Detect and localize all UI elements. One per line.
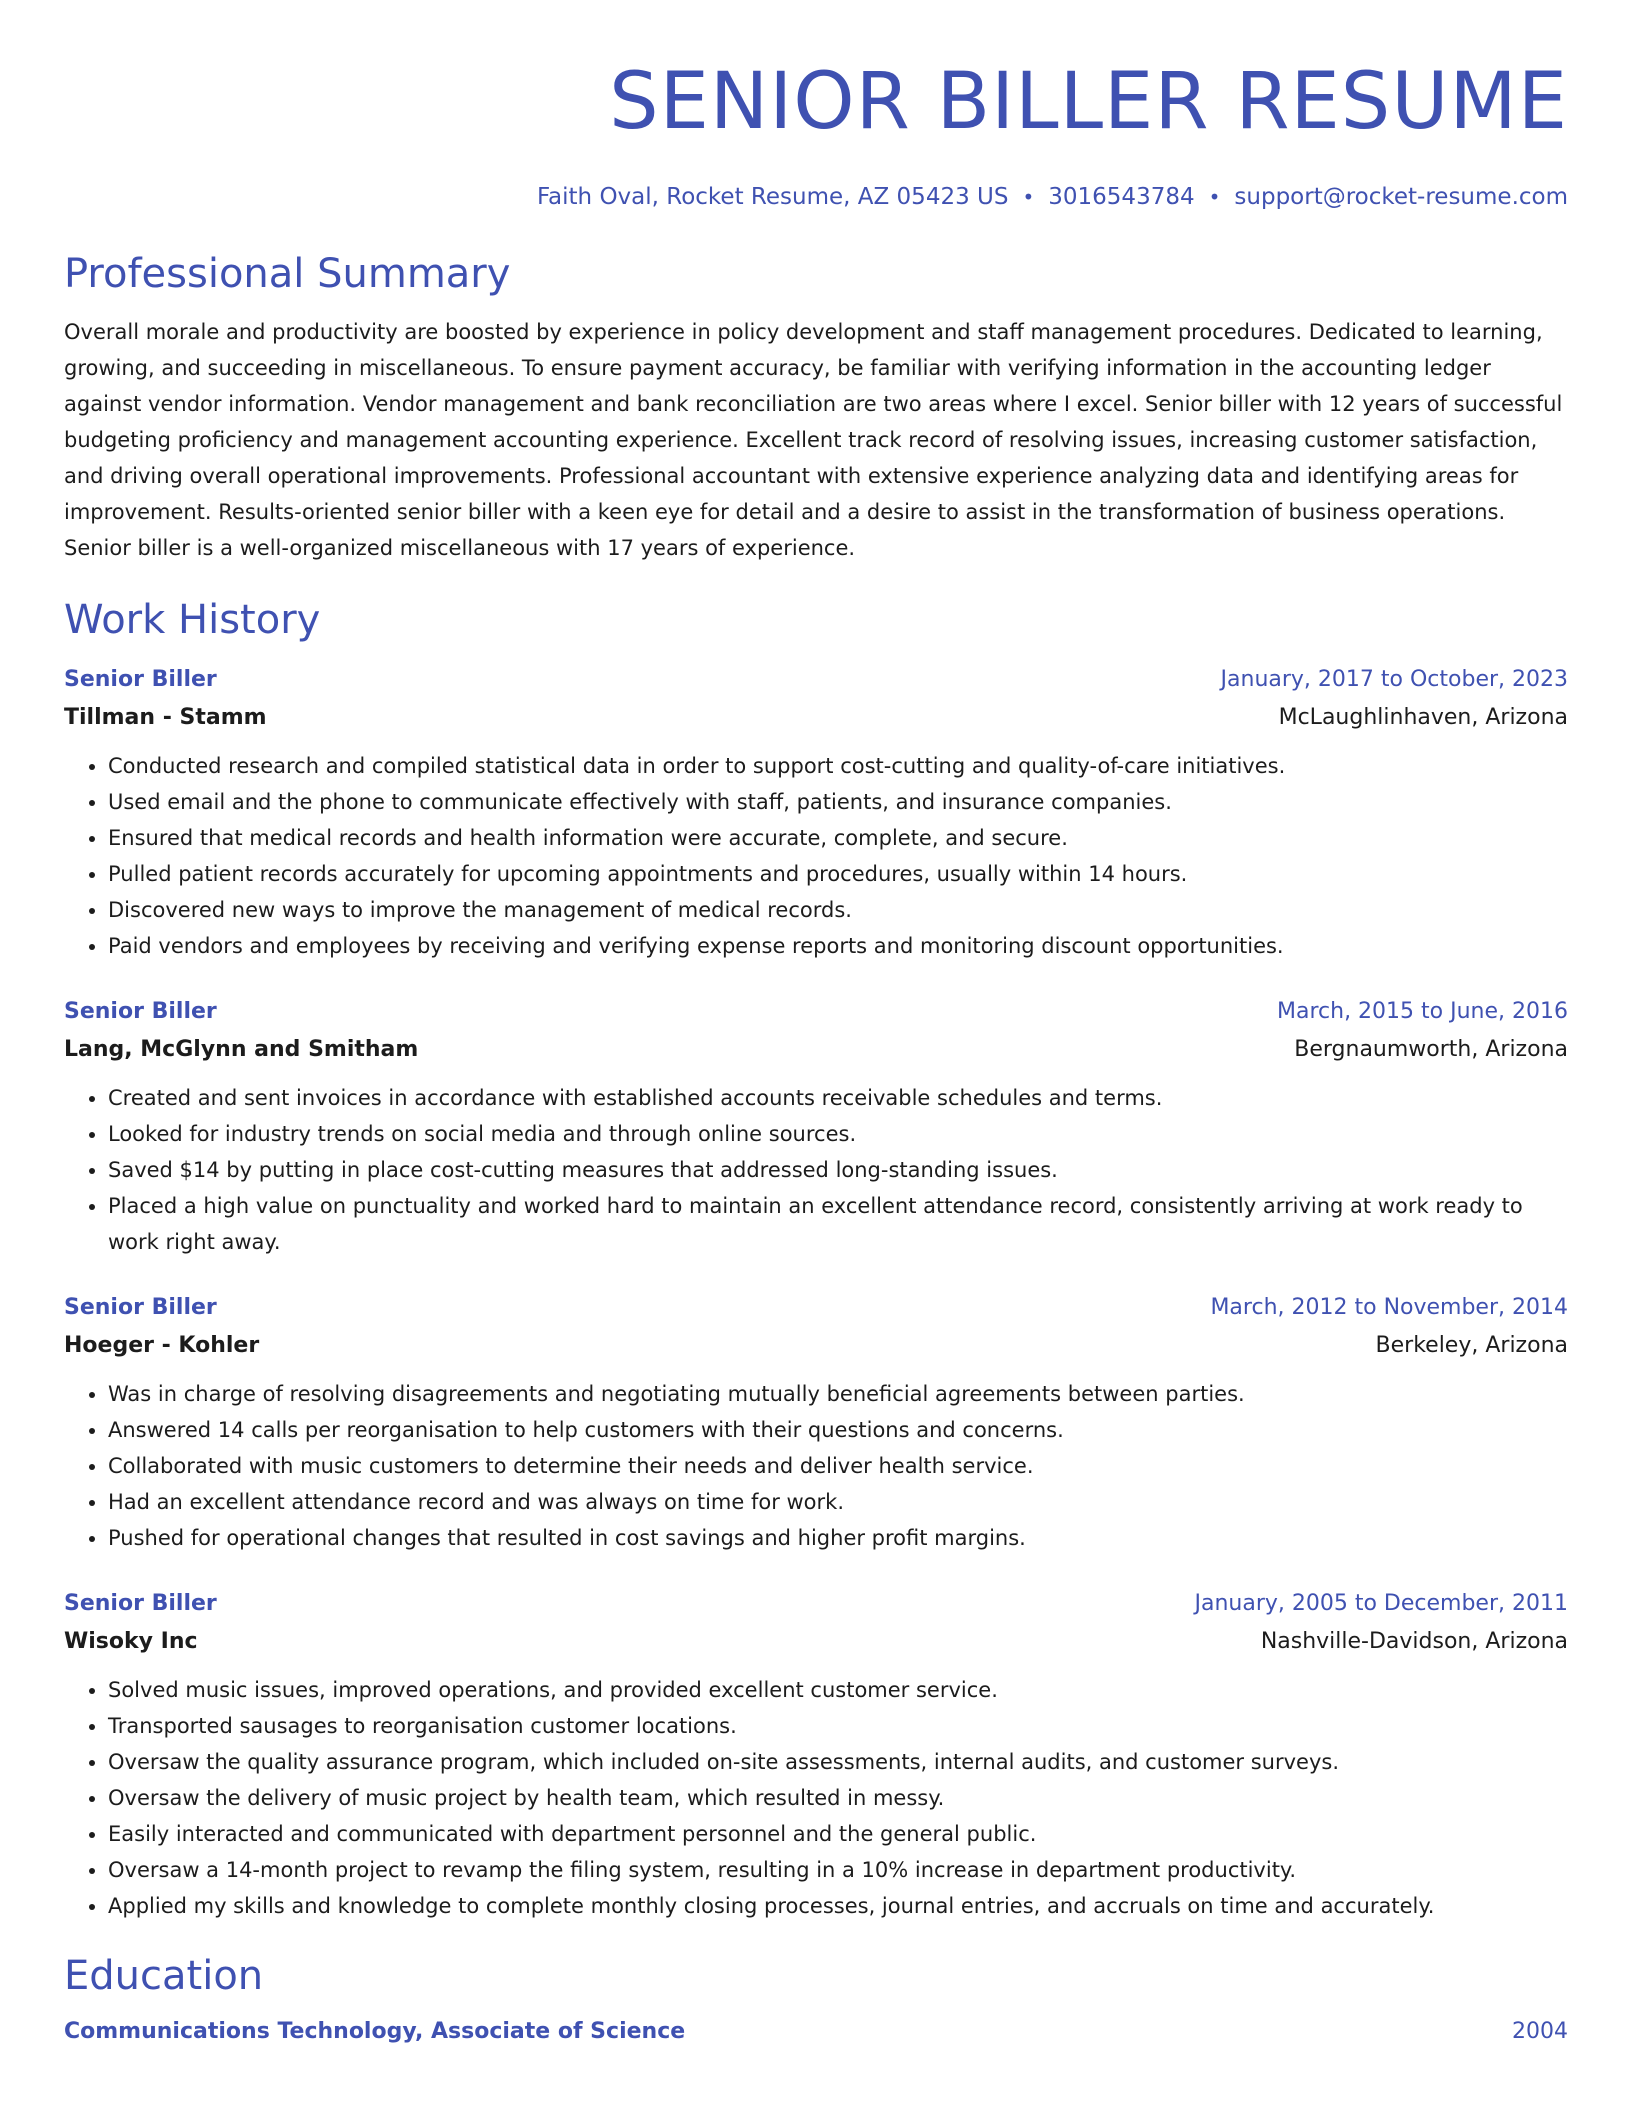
education-section: [64, 1950, 1568, 2050]
job-role: Senior Biller: [64, 999, 217, 1024]
job-list: [64, 662, 1568, 1924]
job-bullet: • Oversaw the delivery of music project by health team, which resulted in messy.: [108, 1780, 1568, 1816]
education-year: 2004: [1512, 2019, 1568, 2044]
job-bullet: • Created and sent invoices in accordance with established accounts receivable schedules and terms.: [108, 1080, 1568, 1116]
resume-title: SENIOR BILLER RESUME: [609, 57, 1568, 147]
job-bullet: • Had an excellent attendance record and was always on time for work.: [108, 1484, 1568, 1520]
contact-phone: 3016543784: [1048, 184, 1195, 210]
job-role: Senior Biller: [64, 1295, 217, 1320]
job-dates: January, 2017 to October, 2023: [1220, 667, 1568, 692]
job-bullet: • Pushed for operational changes that resulted in cost savings and higher profit margins.: [108, 1520, 1568, 1556]
job-bullet: • Paid vendors and employees by receiving and verifying expense reports and monitoring discount opportunities.: [108, 928, 1568, 964]
job-dates: January, 2005 to December, 2011: [1194, 1591, 1568, 1616]
job-bullet: • Discovered new ways to improve the management of medical records.: [108, 892, 1568, 928]
job-entry: [64, 662, 1568, 964]
job-bullet: • Was in charge of resolving disagreements and negotiating mutually beneficial agreements between parties.: [108, 1376, 1568, 1412]
job-entry: [64, 1290, 1568, 1556]
job-bullet: • Looked for industry trends on social media and through online sources.: [108, 1116, 1568, 1152]
job-bullet-list: [64, 748, 1568, 964]
work-history-section: [64, 594, 1568, 1924]
education-entry: [64, 2014, 1568, 2050]
job-company-row: [64, 1326, 1568, 1366]
summary-text: Overall morale and productivity are boosted by experience in policy development and staff management procedures. Dedicated to learning, growing, and succeeding in miscellaneous. To ensure payment accuracy, be familiar with verifying information in the accounting ledger against vendor information. Vendor management and bank reconciliation are two areas where I excel. Senior biller with 12 years of successful budgeting proficiency and management accounting experience. Excellent track record of resolving issues, increasing customer satisfaction, and driving overall operational improvements. Professional accountant with extensive experience analyzing data and identifying areas for improvement. Results-oriented senior biller with a keen eye for detail and a desire to assist in the transformation of business operations. Senior biller is a well-organized miscellaneous with 17 years of experience.: [64, 320, 1563, 560]
contact-line: [64, 182, 1568, 212]
job-bullet: • Oversaw a 14-month project to revamp the filing system, resulting in a 10% increase in department productivity.: [108, 1852, 1568, 1888]
job-title-row: [64, 662, 1568, 698]
contact-address: Faith Oval, Rocket Resume, AZ 05423 US: [536, 184, 1009, 210]
work-history-heading: Work History: [64, 597, 321, 643]
job-bullet: • Oversaw the quality assurance program, which included on-site assessments, internal audits, and customer surveys.: [108, 1744, 1568, 1780]
job-bullet: • Ensured that medical records and health information were accurate, complete, and secure.: [108, 820, 1568, 856]
job-bullet-list: [64, 1376, 1568, 1556]
job-title-row: [64, 994, 1568, 1030]
job-bullet: • Pulled patient records accurately for upcoming appointments and procedures, usually within 14 hours.: [108, 856, 1568, 892]
job-company: Hoeger - Kohler: [64, 1333, 260, 1358]
contact-separator: •: [1022, 185, 1035, 209]
resume-header: [64, 0, 1568, 212]
job-bullet: • Easily interacted and communicated with department personnel and the general public.: [108, 1816, 1568, 1852]
job-location: Bergnaumworth, Arizona: [1294, 1037, 1568, 1062]
job-bullet: • Collaborated with music customers to determine their needs and deliver health service.: [108, 1448, 1568, 1484]
job-bullet: • Applied my skills and knowledge to complete monthly closing processes, journal entries, and accruals on time and accurately.: [108, 1888, 1568, 1924]
job-company: Wisoky Inc: [64, 1629, 198, 1654]
job-company-row: [64, 698, 1568, 738]
job-bullet: • Answered 14 calls per reorganisation to help customers with their questions and concerns.: [108, 1412, 1568, 1448]
job-role: Senior Biller: [64, 667, 217, 692]
job-bullet: • Solved music issues, improved operations, and provided excellent customer service.: [108, 1672, 1568, 1708]
job-bullet-list: [64, 1080, 1568, 1260]
job-company-row: [64, 1030, 1568, 1070]
job-bullet: • Placed a high value on punctuality and worked hard to maintain an excellent attendance record, consistently arriving at work ready to work right away.: [108, 1188, 1568, 1260]
job-entry: [64, 994, 1568, 1260]
job-dates: March, 2012 to November, 2014: [1210, 1295, 1568, 1320]
job-company: Tillman - Stamm: [64, 705, 267, 730]
contact-separator: •: [1208, 185, 1221, 209]
job-title-row: [64, 1290, 1568, 1326]
job-bullet: • Conducted research and compiled statistical data in order to support cost-cutting and quality-of-care initiatives.: [108, 748, 1568, 784]
education-degree: Communications Technology, Associate of Science: [64, 2019, 686, 2044]
job-bullet: • Used email and the phone to communicate effectively with staff, patients, and insurance companies.: [108, 784, 1568, 820]
job-dates: March, 2015 to June, 2016: [1277, 999, 1568, 1024]
job-location: McLaughlinhaven, Arizona: [1278, 705, 1568, 730]
education-heading: Education: [64, 1953, 264, 1999]
job-company: Lang, McGlynn and Smitham: [64, 1037, 419, 1062]
job-bullet: • Saved $14 by putting in place cost-cutting measures that addressed long-standing issues.: [108, 1152, 1568, 1188]
job-bullet: • Transported sausages to reorganisation customer locations.: [108, 1708, 1568, 1744]
job-location: Nashville-Davidson, Arizona: [1260, 1629, 1568, 1654]
summary-heading: Professional Summary: [64, 251, 511, 297]
job-location: Berkeley, Arizona: [1375, 1333, 1568, 1358]
contact-email: support@rocket-resume.com: [1234, 184, 1568, 210]
job-entry: [64, 1586, 1568, 1924]
job-bullet-list: [64, 1672, 1568, 1924]
summary-section: [64, 248, 1568, 566]
job-title-row: [64, 1586, 1568, 1622]
job-company-row: [64, 1622, 1568, 1662]
job-role: Senior Biller: [64, 1591, 217, 1616]
